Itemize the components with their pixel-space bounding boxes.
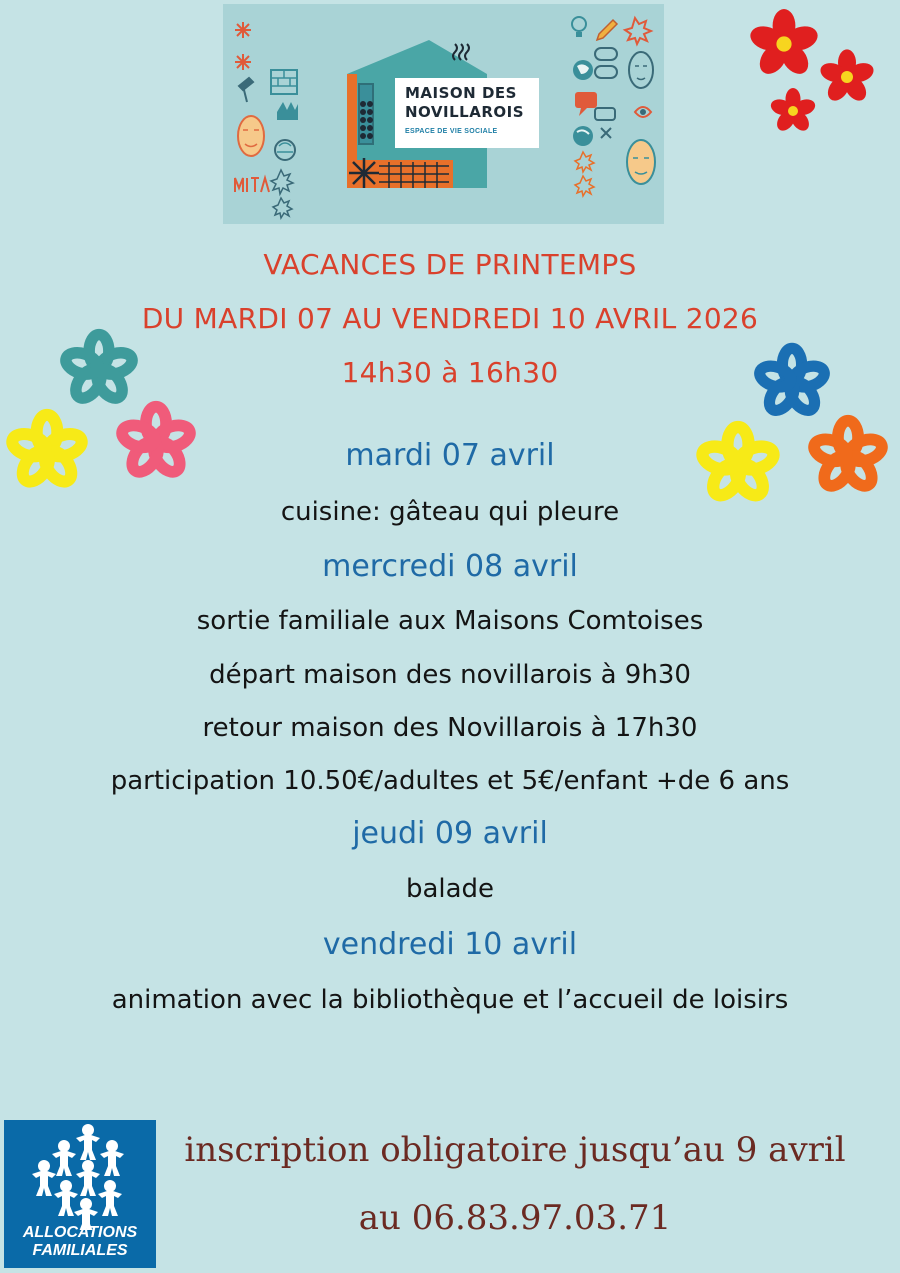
- activity-line: sortie familiale aux Maisons Comtoises: [196, 606, 704, 636]
- maison-des-novillarois-logo: [223, 4, 664, 224]
- day-heading: mardi 07 avril: [345, 438, 555, 473]
- event-dates: DU MARDI 07 AU VENDREDI 10 AVRIL 2026: [141, 302, 759, 335]
- day-heading: mercredi 08 avril: [322, 549, 578, 584]
- red-flower-icon: [768, 86, 818, 136]
- event-hours: 14h30 à 16h30: [341, 356, 559, 389]
- caf-logo: [4, 1120, 156, 1268]
- red-flower-icon: [817, 47, 877, 107]
- activity-line: retour maison des Novillarois à 17h30: [202, 713, 698, 743]
- caf-line2: FAMILIALES: [32, 1242, 128, 1259]
- logo-title: [405, 84, 535, 122]
- activity-line: animation avec la bibliothèque et l’accueil de loisirs: [111, 985, 789, 1015]
- day-heading: jeudi 09 avril: [352, 816, 548, 851]
- logo-title-line1: MAISON DES: [405, 84, 517, 102]
- caf-line1: ALLOCATIONS: [22, 1224, 138, 1241]
- logo-title-line2: NOVILLAROIS: [405, 103, 525, 121]
- event-title: VACANCES DE PRINTEMPS: [263, 248, 637, 281]
- activity-line: cuisine: gâteau qui pleure: [280, 497, 620, 527]
- doodles-right-icon: [569, 12, 659, 222]
- activity-line: balade: [405, 874, 495, 904]
- family-figures-icon: [4, 1120, 156, 1230]
- registration-deadline: inscription obligatoire jusqu’au 9 avril: [184, 1130, 846, 1170]
- red-flower-icon: [746, 6, 822, 82]
- logo-subtitle: ESPACE DE VIE SOCIALE: [405, 128, 498, 135]
- activity-line: participation 10.50€/adultes et 5€/enfant +de 6 ans: [110, 766, 790, 796]
- logo-plate: [395, 78, 539, 148]
- registration-phone: au 06.83.97.03.71: [358, 1198, 672, 1238]
- doodles-left-icon: [231, 12, 311, 222]
- activity-line: départ maison des novillarois à 9h30: [209, 660, 691, 690]
- day-heading: vendredi 10 avril: [322, 927, 578, 962]
